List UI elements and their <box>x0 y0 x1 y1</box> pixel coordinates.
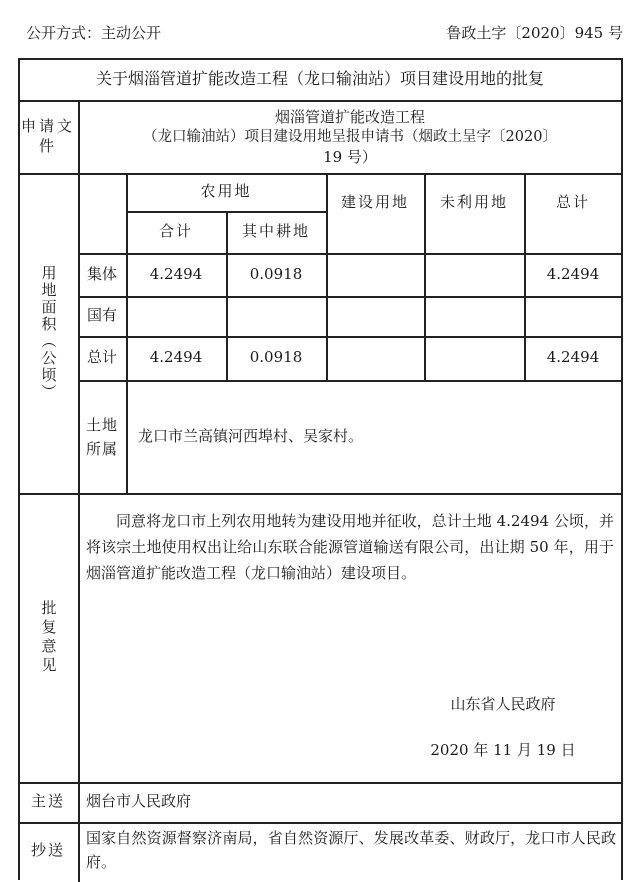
application-line-2: （龙口输油站）项目建设用地呈报申请书（烟政土呈字〔2020〕 <box>143 128 557 145</box>
disclosure-method: 公开方式：主动公开 <box>26 24 162 42</box>
application-line-1: 烟淄管道扩能改造工程 <box>274 107 425 126</box>
construction-land-header: 建设用地 <box>340 193 409 212</box>
total-subtotal: 4.2494 <box>149 348 203 367</box>
application-content <box>80 100 620 173</box>
state-subtotal <box>126 296 226 336</box>
collective-construction <box>326 253 424 296</box>
total-cultivated: 0.0918 <box>249 348 303 367</box>
approval-document-table <box>18 58 622 880</box>
approval-date: 2020 年 11 月 19 日 <box>430 741 576 760</box>
rule <box>18 493 622 495</box>
cultivated-header: 其中耕地 <box>241 222 310 241</box>
ownership-value: 龙口市兰高镇河西埠村、吴家村。 <box>138 426 364 445</box>
approval-text: 同意将龙口市上列农用地转为建设用地并征收，总计土地 4.2494 公顷，并将该宗土地使用权出让给山东联合能源管道输送有限公司，出让期 50 年，用于烟淄管道扩能改造工程（龙口输油站）建设项目。 <box>86 512 614 582</box>
application-label: 申请文件 <box>20 117 75 155</box>
unused-land-header: 未利用地 <box>439 193 508 212</box>
collective-cultivated: 0.0918 <box>249 264 303 283</box>
state-total <box>524 296 622 336</box>
collective-unused <box>424 253 524 296</box>
row-label-state: 国有 <box>86 306 117 325</box>
state-construction <box>326 296 424 336</box>
cc-value: 国家自然资源督察济南局，省自然资源厅、发展改革委、财政厅，龙口市人民政府。 <box>86 829 616 871</box>
collective-total: 4.2494 <box>546 264 600 283</box>
total-total: 4.2494 <box>546 348 600 367</box>
row-label-total: 总计 <box>86 348 117 367</box>
agri-land-header: 农用地 <box>200 182 252 201</box>
subtotal-header: 合计 <box>158 222 193 241</box>
approval-authority: 山东省人民政府 <box>450 695 556 714</box>
cc-label: 抄送 <box>30 841 65 860</box>
approval-label: 批复意见 <box>39 599 58 676</box>
collective-subtotal: 4.2494 <box>149 264 203 283</box>
total-construction <box>326 336 424 380</box>
total-header: 总计 <box>555 193 590 212</box>
ownership-label: 土地所属 <box>86 415 119 458</box>
row-label-collective: 集体 <box>86 264 117 283</box>
total-unused <box>424 336 524 380</box>
main-send-label: 主送 <box>30 792 65 811</box>
state-cultivated <box>226 296 326 336</box>
application-line-3: 19 号） <box>323 147 377 166</box>
land-area-label: 用地面积（公顷） <box>39 265 58 401</box>
main-send-value: 烟台市人民政府 <box>86 792 192 811</box>
state-unused <box>424 296 524 336</box>
document-number: 鲁政土字〔2020〕945 号 <box>446 24 623 42</box>
document-title: 关于烟淄管道扩能改造工程（龙口输油站）项目建设用地的批复 <box>95 68 544 88</box>
rule <box>18 822 622 824</box>
